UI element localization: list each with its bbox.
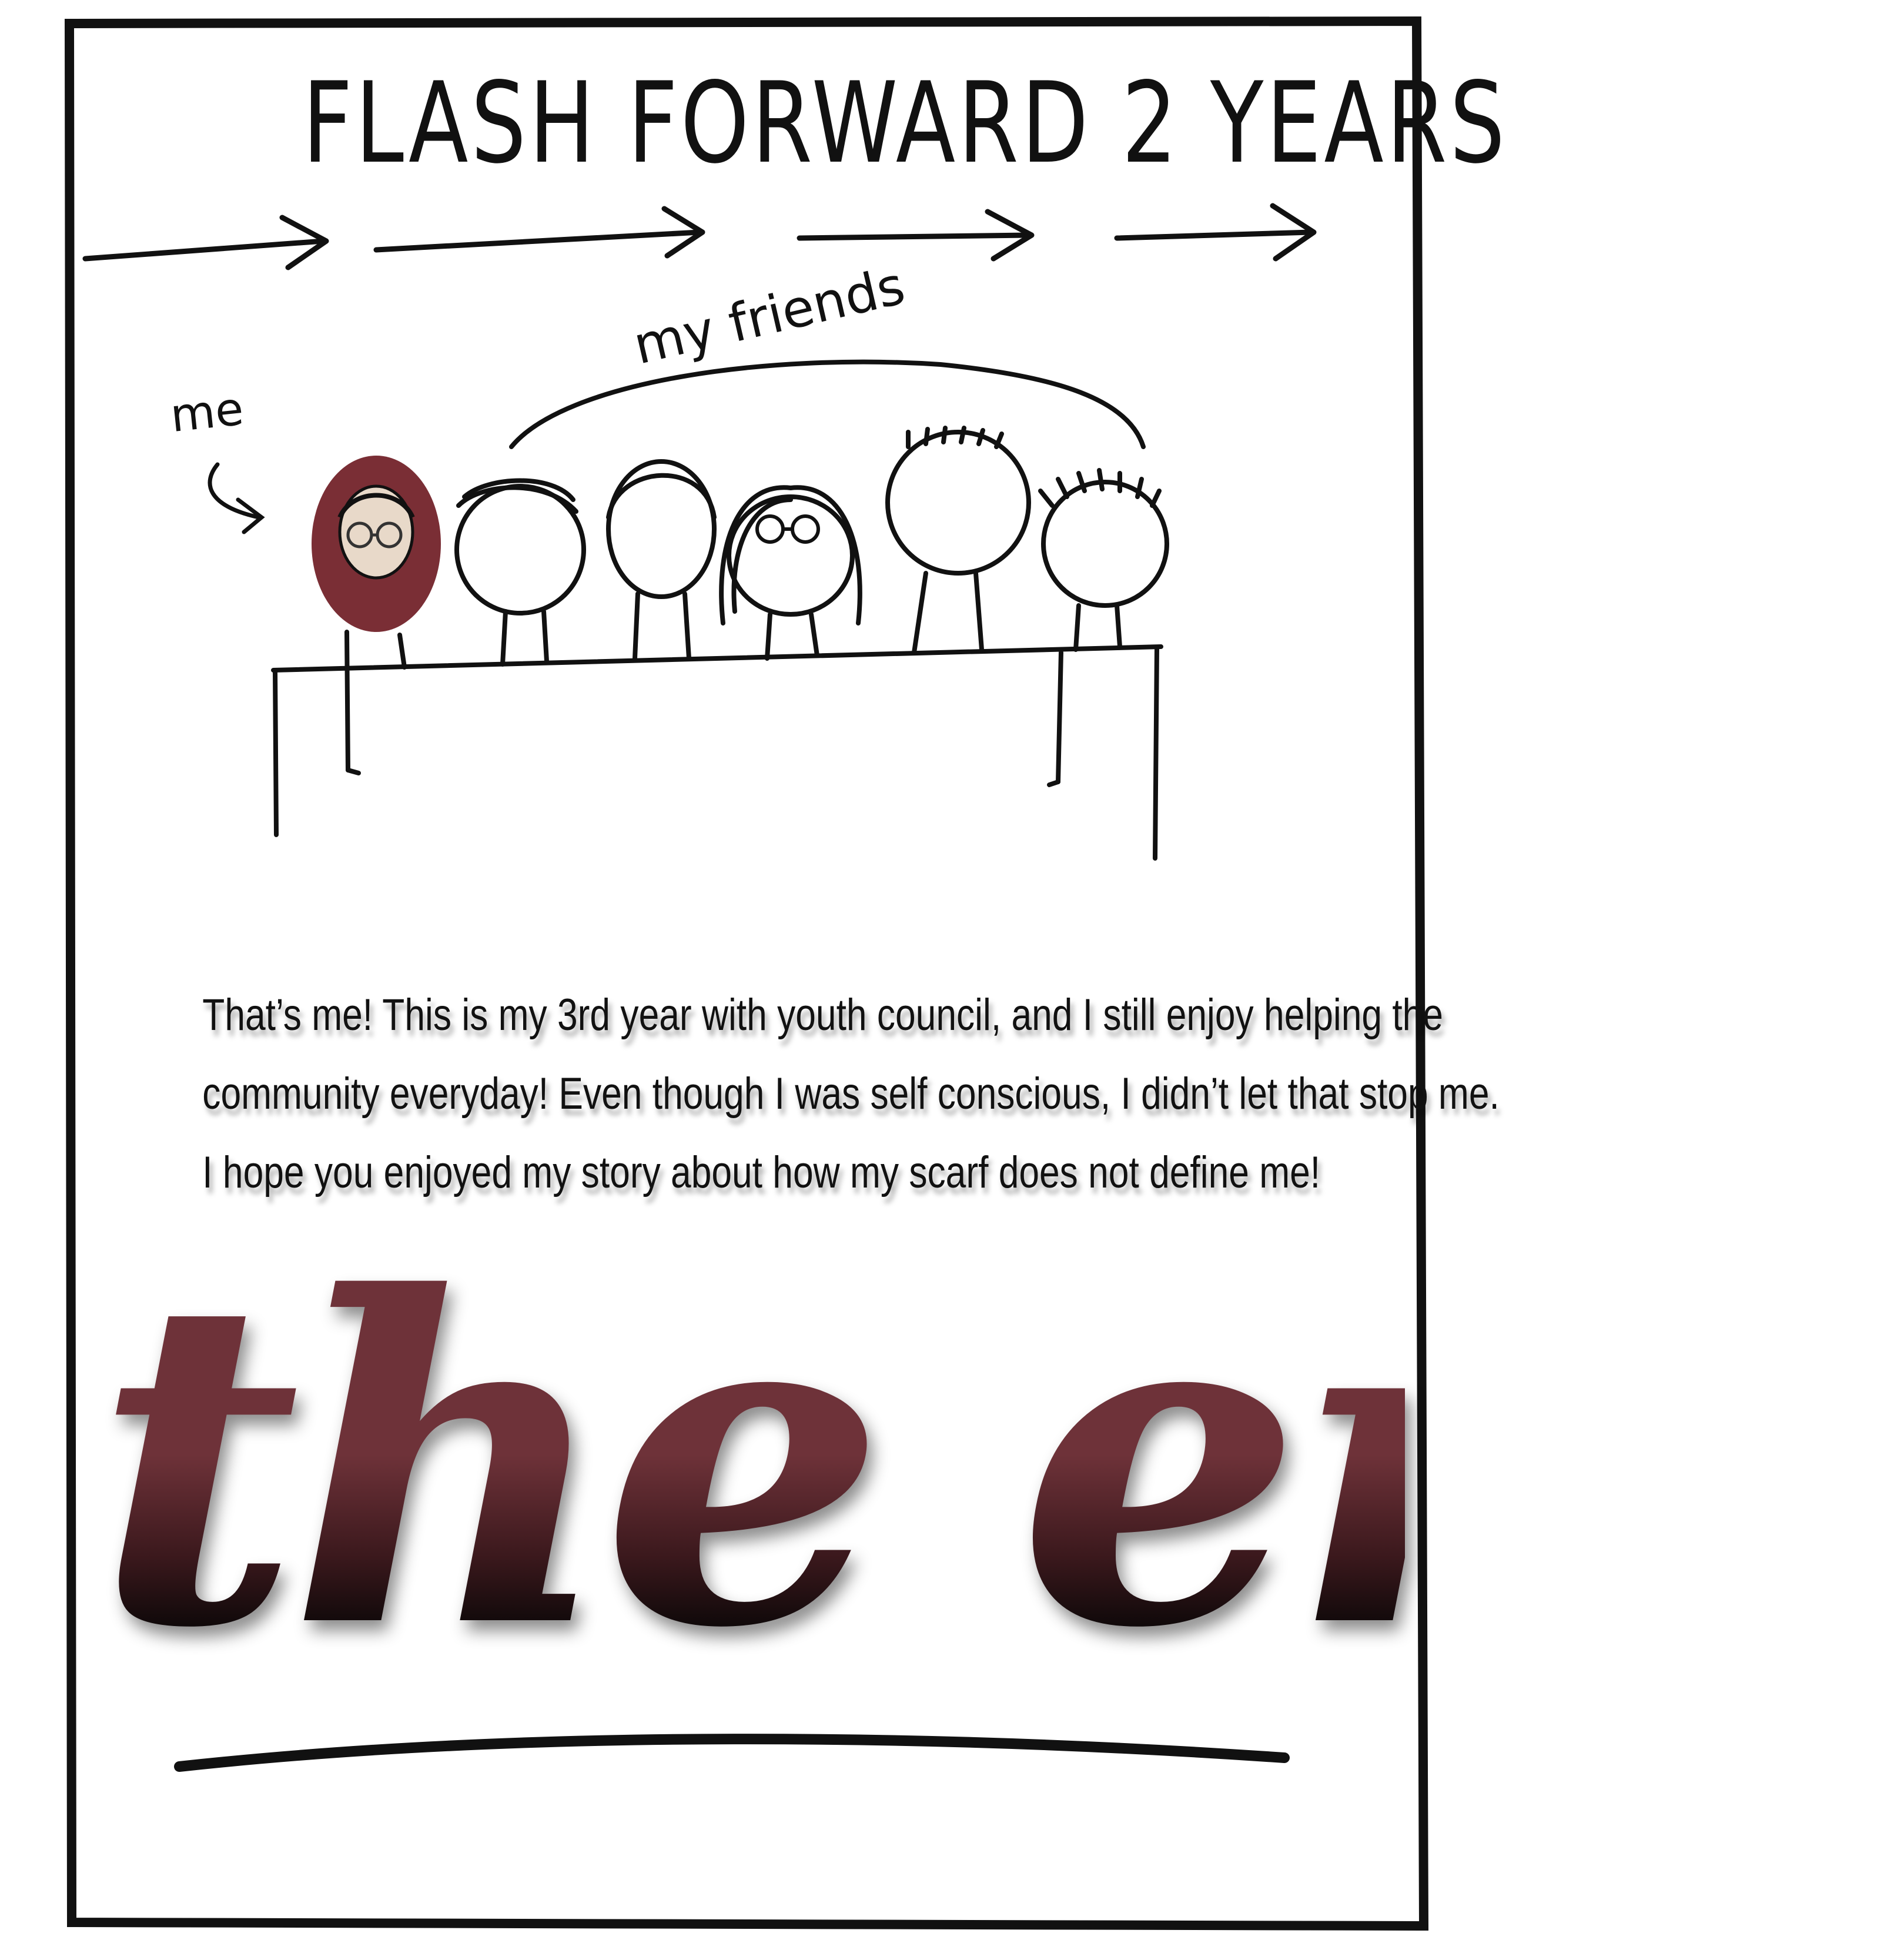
arrow-icon [376,209,702,256]
friend-figure [457,481,584,665]
friend-figure [888,428,1029,653]
friends-bracket [511,362,1143,447]
friend-figure [721,487,860,658]
friend-figure [608,461,714,658]
story-line: That’s me! This is my 3rd year with youth council, and I still enjoy helping the [202,990,1443,1040]
arrow-icon [1117,206,1314,259]
table [273,647,1161,858]
arrow-icon [799,212,1032,259]
ending-underline [179,1739,1284,1767]
story-line: I hope you enjoyed my story about how my scarf does not define me! [202,1148,1321,1198]
arrows-row [85,206,1314,267]
me-label: me [168,382,246,443]
me-figure [312,456,441,773]
story-text [202,976,1500,1212]
the-end-heading: the end [94,1201,1904,1726]
page-title: FLASH FORWARD 2 YEARS [302,58,1508,188]
me-pointer-icon [210,464,262,532]
friend-figure [1040,470,1167,785]
arrow-icon [85,218,326,267]
story-line: community everyday! Even though I was self conscious, I didn’t let that stop me. [202,1069,1500,1119]
friends-label: my friends [628,255,911,376]
